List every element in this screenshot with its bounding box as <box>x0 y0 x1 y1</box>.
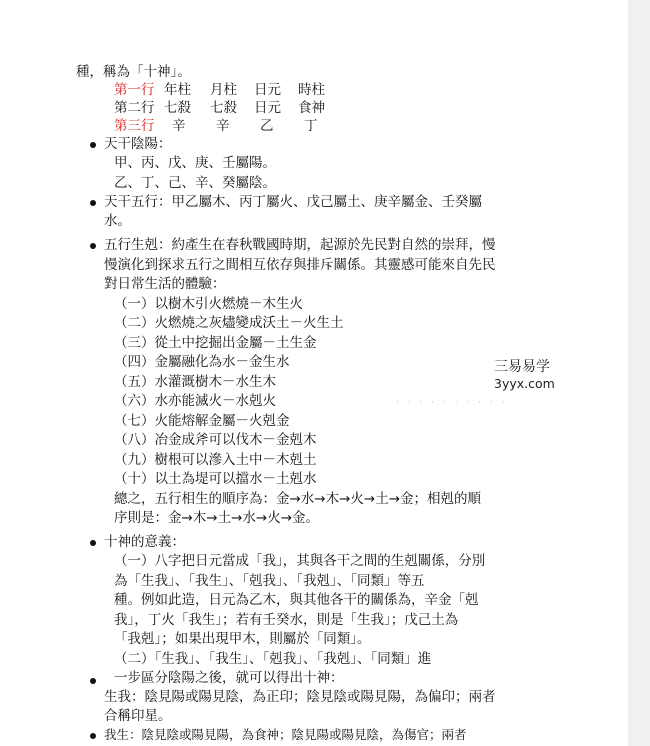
row-label: 第三行 <box>114 118 155 134</box>
shengke-item: （七）火能熔解金屬－火剋金 <box>114 413 290 429</box>
pillar-cell: 年柱 <box>164 82 191 98</box>
shishen-p1: 我」，丁火「我生」；若有壬癸水，則是「生我」；戊己土為 <box>114 612 459 628</box>
shengke-item: （四）金屬融化為水－金生水 <box>114 354 290 370</box>
pillar-cell: 月柱 <box>210 82 237 98</box>
shishen-p1: 為「生我」、「我生」、「剋我」、「我剋」、「同類」等五 <box>114 573 425 589</box>
bullet-icon <box>90 243 96 249</box>
shengke-item: （三）從土中挖掘出金屬－土生金 <box>114 335 317 351</box>
shengke-line: 慢演化到探求五行之間相互依存與排斥關係。其靈感可能來自先民 <box>104 257 496 273</box>
watermark-dots: · · · · · · · · · · <box>396 398 508 408</box>
page-margin-strip <box>628 0 650 746</box>
pillar-cell: 日元 <box>254 82 281 98</box>
wuxing-line: 天干五行：甲乙屬木、丙丁屬火、戊己屬土、庚辛屬金、壬癸屬 <box>104 194 482 210</box>
shengke-item: （五）水灌溉樹木－水生木 <box>114 374 276 390</box>
shengke-line: 對日常生活的體驗： <box>104 276 226 292</box>
row-label: 第二行 <box>114 100 155 116</box>
watermark-cn: 三易易学 <box>494 359 550 375</box>
pillar-cell: 辛 <box>216 118 230 134</box>
pillar-cell: 丁 <box>304 118 318 134</box>
shengke-item: （十）以土為堤可以擋水－土剋水 <box>114 471 317 487</box>
pillar-cell: 日元 <box>254 100 281 116</box>
shengwo-line: 合稱印星。 <box>104 708 172 724</box>
row-label: 第一行 <box>114 82 155 98</box>
shishen-p2: （二）「生我」、「我生」、「剋我」、「我剋」、「同類」進 <box>114 651 432 667</box>
shengke-summary: 序則是：金→木→土→水→火→金。 <box>114 510 320 526</box>
wuxing-line: 水。 <box>104 213 131 229</box>
pillar-cell: 乙 <box>260 118 274 134</box>
shishen-p2: 一步區分陰陽之後，就可以得出十神： <box>114 670 344 686</box>
yinyang-line: 乙、丁、己、辛、癸屬陰。 <box>114 175 276 191</box>
yinyang-line: 甲、丙、戊、庚、壬屬陽。 <box>114 155 276 171</box>
shengke-item: （一）以樹木引火燃燒－木生火 <box>114 296 303 312</box>
wosheng-line: 我生：陰見陰或陽見陽，為食神；陰見陽或陽見陰，為傷官；兩者 <box>104 727 467 742</box>
shengwo-line: 生我：陰見陽或陽見陰，為正印；陰見陰或陽見陽，為偏印；兩者 <box>104 689 496 705</box>
pillar-cell: 七殺 <box>164 100 191 116</box>
pillar-cell: 食神 <box>298 100 325 116</box>
bullet-icon <box>90 540 96 546</box>
shishen-p1: （一）八字把日元當成「我」，其與各干之間的生剋關係，分別 <box>114 553 486 569</box>
shengke-item: （九）樹根可以滲入土中－木剋土 <box>114 452 317 468</box>
shengke-item: （六）水亦能滅火－水剋火 <box>114 393 276 409</box>
shishen-p1: 種。例如此造，日元為乙木，與其他各干的關係為，辛金「剋 <box>114 592 479 608</box>
bullet-icon <box>90 200 96 206</box>
bullet-icon <box>90 678 96 684</box>
intro-line: 種，稱為「十神」。 <box>76 64 191 80</box>
pillar-cell: 時柱 <box>298 82 325 98</box>
shengke-item: （二）火燃燒之灰燼變成沃土－火生土 <box>114 315 344 331</box>
shengke-summary: 總之，五行相生的順序為：金→水→木→火→土→金；相剋的順 <box>114 491 482 507</box>
bullet-icon <box>90 733 96 739</box>
shishen-p1: 「我剋」；如果出現甲木，則屬於「同類」。 <box>114 631 371 647</box>
pillar-cell: 七殺 <box>210 100 237 116</box>
shengke-line: 五行生剋：約產生在春秋戰國時期，起源於先民對自然的崇拜，慢 <box>104 237 496 253</box>
pillar-cell: 辛 <box>172 118 186 134</box>
shengke-item: （八）冶金成斧可以伐木－金剋木 <box>114 432 317 448</box>
bullet-icon <box>90 142 96 148</box>
yinyang-title: 天干陰陽： <box>104 136 172 152</box>
watermark-en: 3yyx.com <box>494 376 555 391</box>
shishen-title: 十神的意義： <box>104 534 185 550</box>
